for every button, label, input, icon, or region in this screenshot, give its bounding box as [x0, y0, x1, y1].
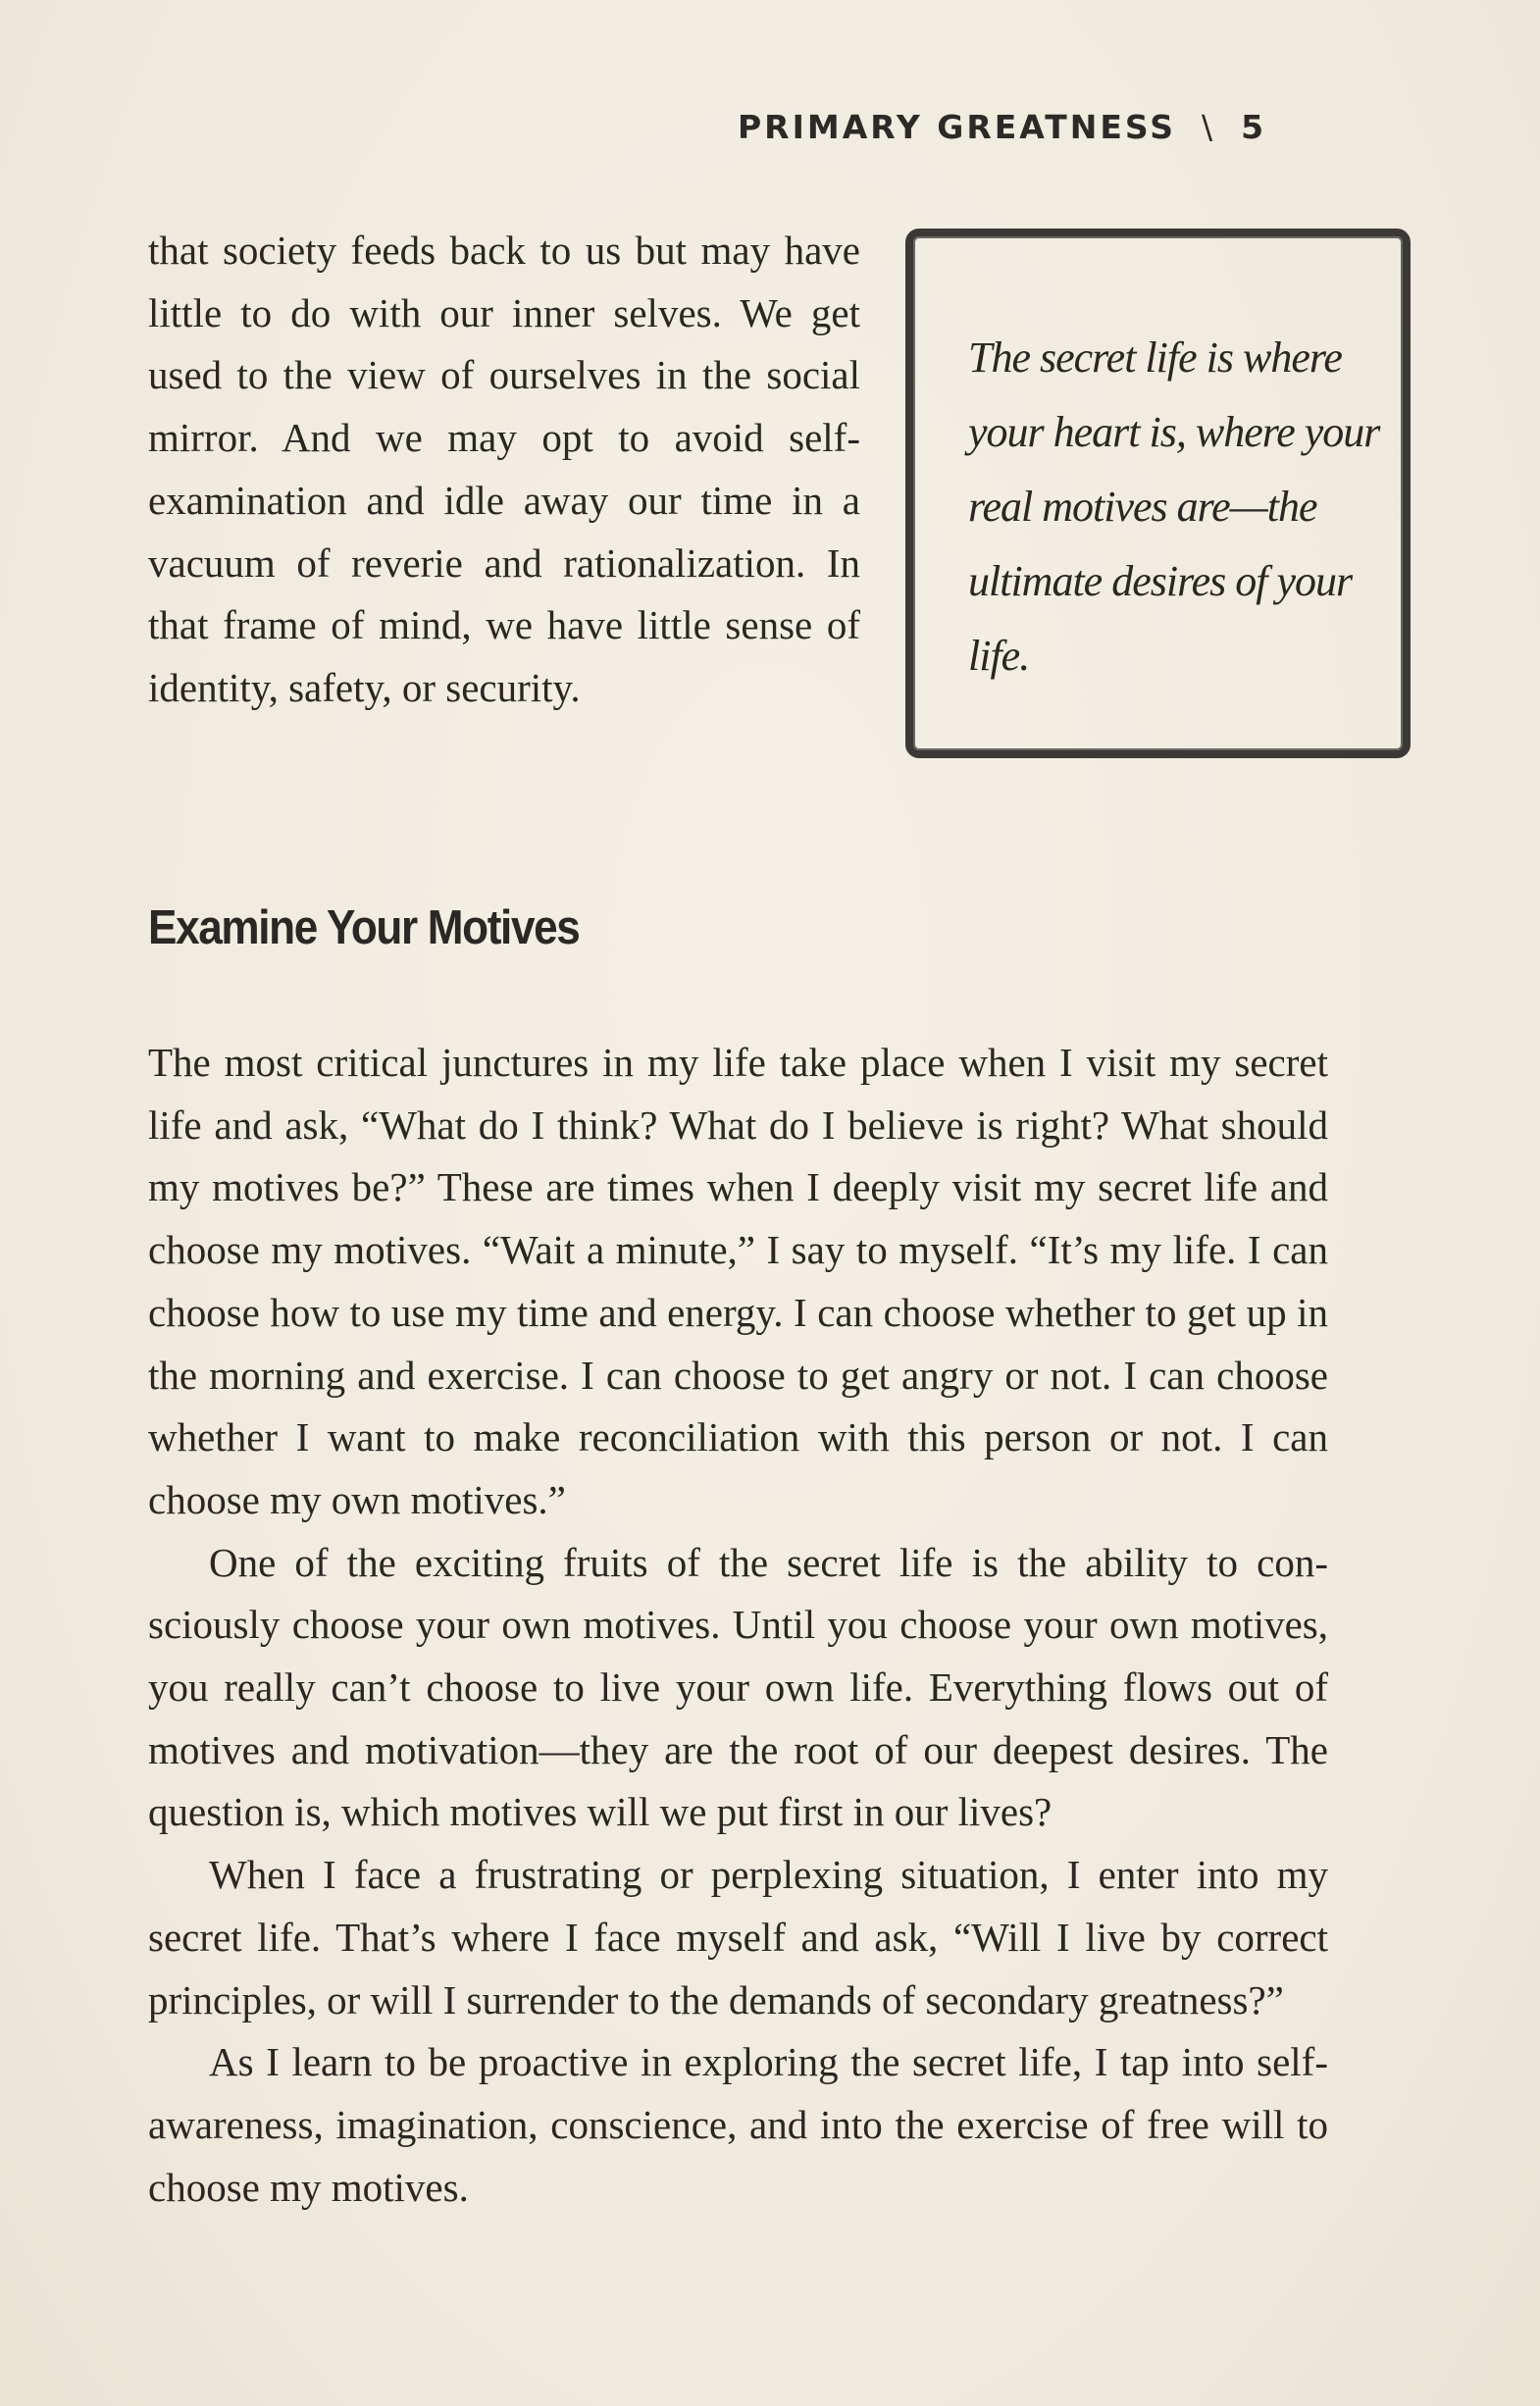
body-paragraph-3: When I face a frustrating or perplexing situation, I enter into my secret life. That’s where I face myself and ask, “Will I live by correct principles, or will I surrender to the demands of secondary greatness?”	[148, 1852, 1328, 2022]
intro-paragraph: that society feeds back to us but may have little to do with our inner selves. We get used to the view of ourselves in the social mirror. And we may opt to avoid self-examination and idle away our time in a vacuum of reverie and rationalization. In that frame of mind, we have little sense of identity, safety, or security.	[148, 228, 860, 710]
page-number: 5	[1241, 108, 1267, 146]
pullquote-box	[905, 229, 1411, 758]
body-paragraph-4: As I learn to be proactive in exploring the secret life, I tap into self-awareness, imagination, conscience, and into the exercise of free will to choose my motives.	[148, 2039, 1328, 2210]
body-paragraph-1: The most critical junctures in my life take place when I visit my secret life and ask, “What do I think? What do I believe is right? What should my motives be?” These are times when I deeply visit my secret life and choose my motives. “Wait a minute,” I say to myself. “It’s my life. I can choose how to use my time and energy. I can choose whether to get up in the morning and exercise. I can choose to get angry or not. I can choose whether I want to make reconciliation with this person or not. I can choose my own motives.”	[148, 1040, 1328, 1522]
running-head	[738, 108, 1267, 146]
running-head-separator: \	[1201, 108, 1216, 146]
body-paragraph-2: One of the exciting fruits of the secret life is the ability to consciously choose your own motives. Until you choose your own motives, you really can’t choose to live your own life. Everything flows out of motives and motivation—they are the root of our deepest desires. The question is, which motives will we put first in our lives?	[148, 1539, 1328, 1835]
section-body	[148, 1032, 1328, 2219]
section-heading: Examine Your Motives	[148, 901, 580, 954]
running-title: PRIMARY GREATNESS	[738, 108, 1176, 146]
pullquote-text: The secret life is where your heart is, where your real motives are—the ultimate desires of your life.	[968, 333, 1380, 680]
